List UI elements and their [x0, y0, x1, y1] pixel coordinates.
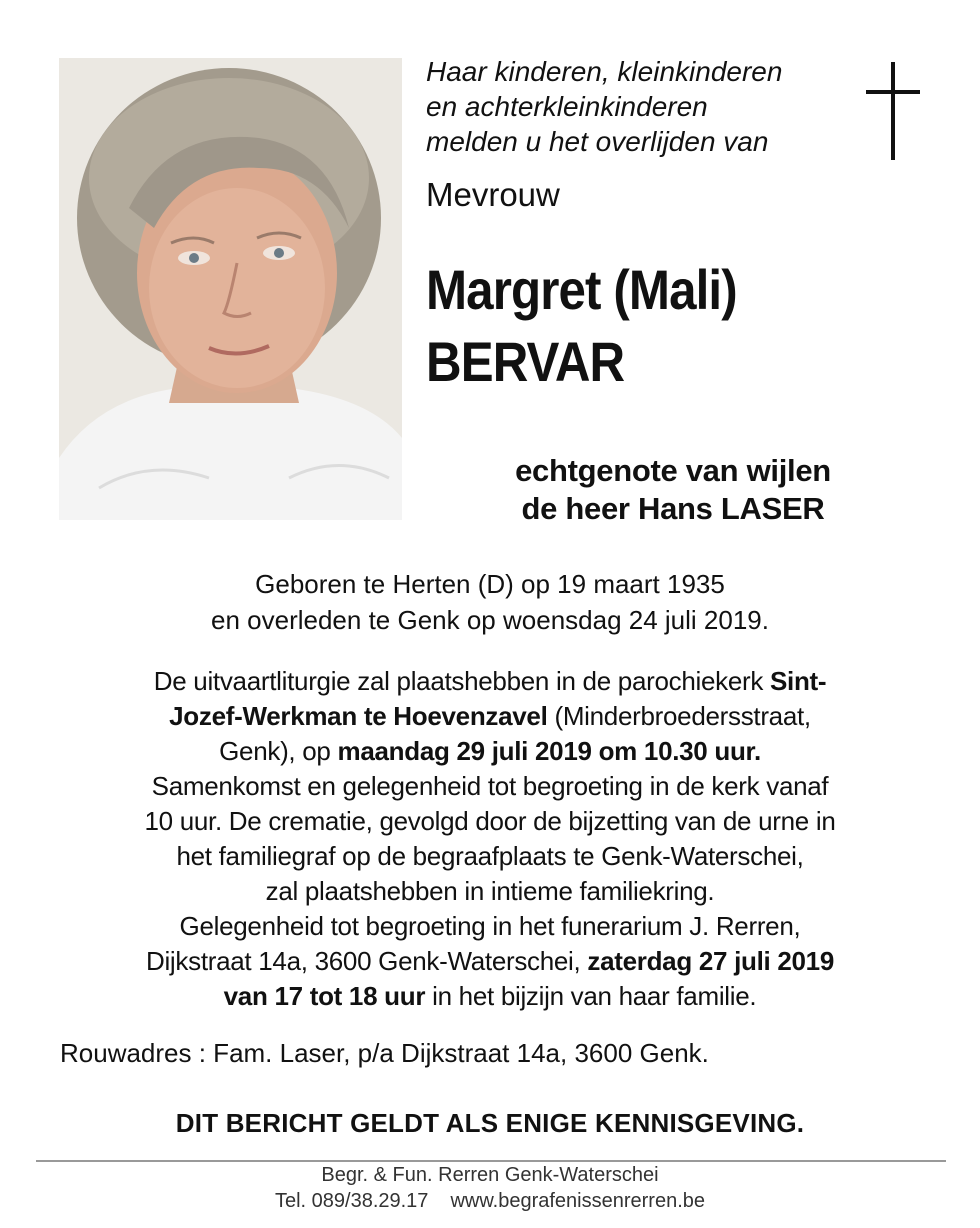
details-text: (Minderbroedersstraat,: [547, 701, 811, 731]
intro-line: en achterkleinkinderen: [426, 91, 708, 122]
birth-line: Geboren te Herten (D) op 19 maart 1935: [255, 569, 725, 599]
funeral-home-footer: [40, 1162, 940, 1214]
details-line: [40, 734, 940, 769]
funeral-home-contact: [40, 1188, 940, 1214]
details-line: Gelegenheid tot begroeting in het funerarium J. Rerren,: [179, 911, 801, 941]
honorific: Mevrouw: [426, 176, 560, 213]
details-text: Dijkstraat 14a, 3600 Genk-Waterschei,: [145, 946, 588, 976]
deceased-first-name: Margret (Mali): [426, 258, 737, 321]
funeral-home-name: Begr. & Fun. Rerren Genk-Waterschei: [321, 1164, 659, 1186]
intro-text: [426, 54, 846, 159]
details-text: De uitvaartliturgie zal plaatshebben in de parochiekerk: [153, 666, 770, 696]
details-text: in het bijzijn van haar familie.: [425, 981, 757, 1011]
portrait-illustration: [59, 58, 402, 520]
visitation-time: van 17 tot 18 uur: [223, 981, 426, 1011]
deceased-last-name: BERVAR: [426, 330, 625, 393]
details-line: [40, 699, 940, 734]
details-line: [40, 944, 940, 979]
death-line: en overleden te Genk op woensdag 24 juli 2019.: [211, 605, 769, 635]
spouse-line: echtgenote van wijlen: [515, 453, 831, 488]
details-line: [40, 664, 940, 699]
intro-line: Haar kinderen, kleinkinderen: [426, 56, 783, 87]
details-line: zal plaatshebben in intieme familiekring.: [265, 876, 715, 906]
portrait-photo: [59, 58, 402, 520]
official-notice: DIT BERICHT GELDT ALS ENIGE KENNISGEVING.: [175, 1108, 805, 1138]
funeral-date: maandag 29 juli 2019 om 10.30 uur.: [337, 736, 761, 766]
details-line: het familiegraf op de begraafplaats te Genk-Waterschei,: [176, 841, 804, 871]
cross-icon: [862, 62, 924, 160]
spouse-info: [420, 452, 926, 528]
visitation-date: zaterdag 27 juli 2019: [587, 946, 834, 976]
intro-line: melden u het overlijden van: [426, 126, 769, 157]
deceased-name: [426, 254, 737, 398]
details-line: [40, 979, 940, 1014]
details-text: Genk), op: [219, 736, 338, 766]
details-line: Samenkomst en gelegenheid tot begroeting in de kerk vanaf: [151, 771, 829, 801]
church-name: Jozef-Werkman te Hoevenzavel: [169, 701, 548, 731]
spouse-line: de heer Hans LASER: [521, 491, 825, 526]
funeral-details: [40, 664, 940, 1014]
mourning-address: Rouwadres : Fam. Laser, p/a Dijkstraat 14a, 3600 Genk.: [60, 1038, 709, 1068]
phone-number: Tel. 089/38.29.17: [274, 1190, 429, 1212]
birth-death-info: [40, 566, 940, 638]
church-name: Sint-: [769, 666, 827, 696]
details-line: 10 uur. De crematie, gevolgd door de bijzetting van de urne in: [144, 806, 836, 836]
website-link[interactable]: www.begrafenissenrerren.be: [450, 1190, 706, 1212]
